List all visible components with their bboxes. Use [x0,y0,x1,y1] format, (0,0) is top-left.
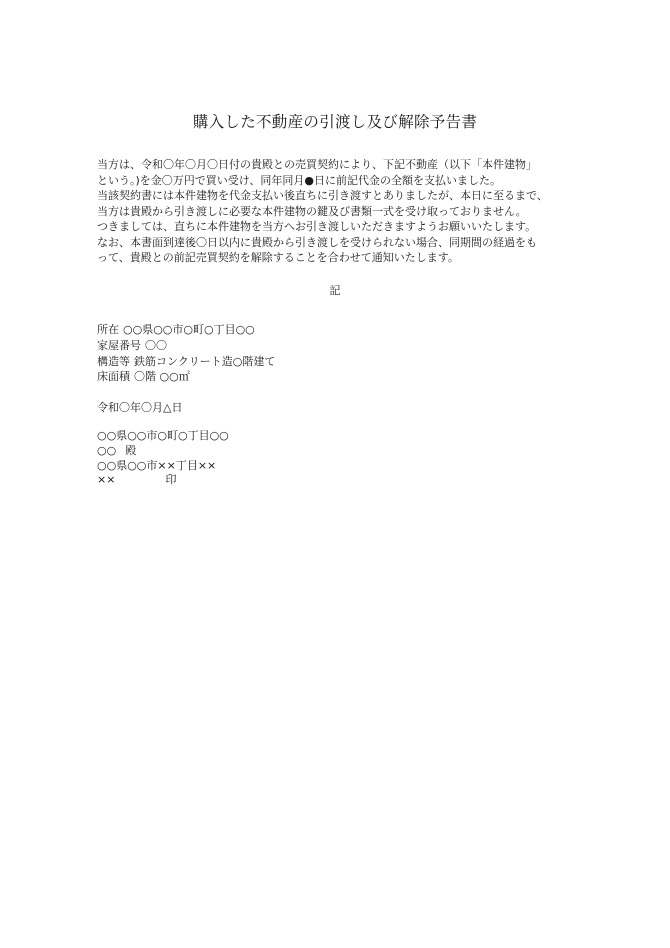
body-line: 当方は貴殿から引き渡しに必要な本件建物の鍵及び書類一式を受け取っておりません。 [97,204,527,218]
property-value: ○○県○○市○町○丁目○○ [123,323,255,336]
sender-seal: 印 [165,473,177,487]
recipient-address: ○○県○○市○町○丁目○○ [97,429,229,442]
property-label: 構造等 [97,354,130,368]
recipient-name-line [97,444,497,459]
document-date: 令和〇年〇月△日 [97,401,183,414]
property-label: 家屋番号 [97,338,141,352]
property-value: 鉄筋コンクリート造○階建て [134,354,276,368]
recipient-honorific: 殿 [125,443,137,457]
sender-name-line [97,473,497,488]
parties-block [97,429,497,488]
sender-name: ×× [97,473,116,487]
body-line: つきましては、直ちに本件建物を当方へお引き渡しいただきますようお願いいたします。 [97,220,537,233]
property-structure [97,354,517,370]
property-house-number [97,338,517,354]
body-line: 当方は、令和〇年〇月〇日付の貴殿との売買契約により、下記不動産（以下「本件建物」 [97,158,537,171]
property-location [97,322,517,338]
body-line: 当該契約書には本件建物を代金支払い後直ちに引き渡すとありましたが、本日に至るまで、 [97,189,548,202]
property-floor-area [97,369,517,385]
property-value: 〇〇 [145,338,167,352]
property-label: 床面積 [97,370,130,384]
property-details [97,322,517,385]
body-line: なお、本書面到達後〇日以内に貴殿から引き渡しを受けられない場合、同期間の経過をも [97,235,537,249]
body-line: という。)を金〇万円で買い受け、同年同月●日に前記代金の全額を支払いました。 [97,173,501,187]
property-value: 〇階 ○○㎡ [134,370,190,384]
ki-heading: 記 [329,284,341,297]
recipient-name: ○○ [97,443,117,457]
notice-body [97,157,567,266]
document-title: 購入した不動産の引渡し及び解除予告書 [192,113,478,131]
property-label: 所在 [97,323,119,336]
body-line: って、貴殿との前記売買契約を解除することを合わせて通知いたします。 [97,251,459,264]
sender-address: ○○県○○市××丁目×× [97,458,217,472]
